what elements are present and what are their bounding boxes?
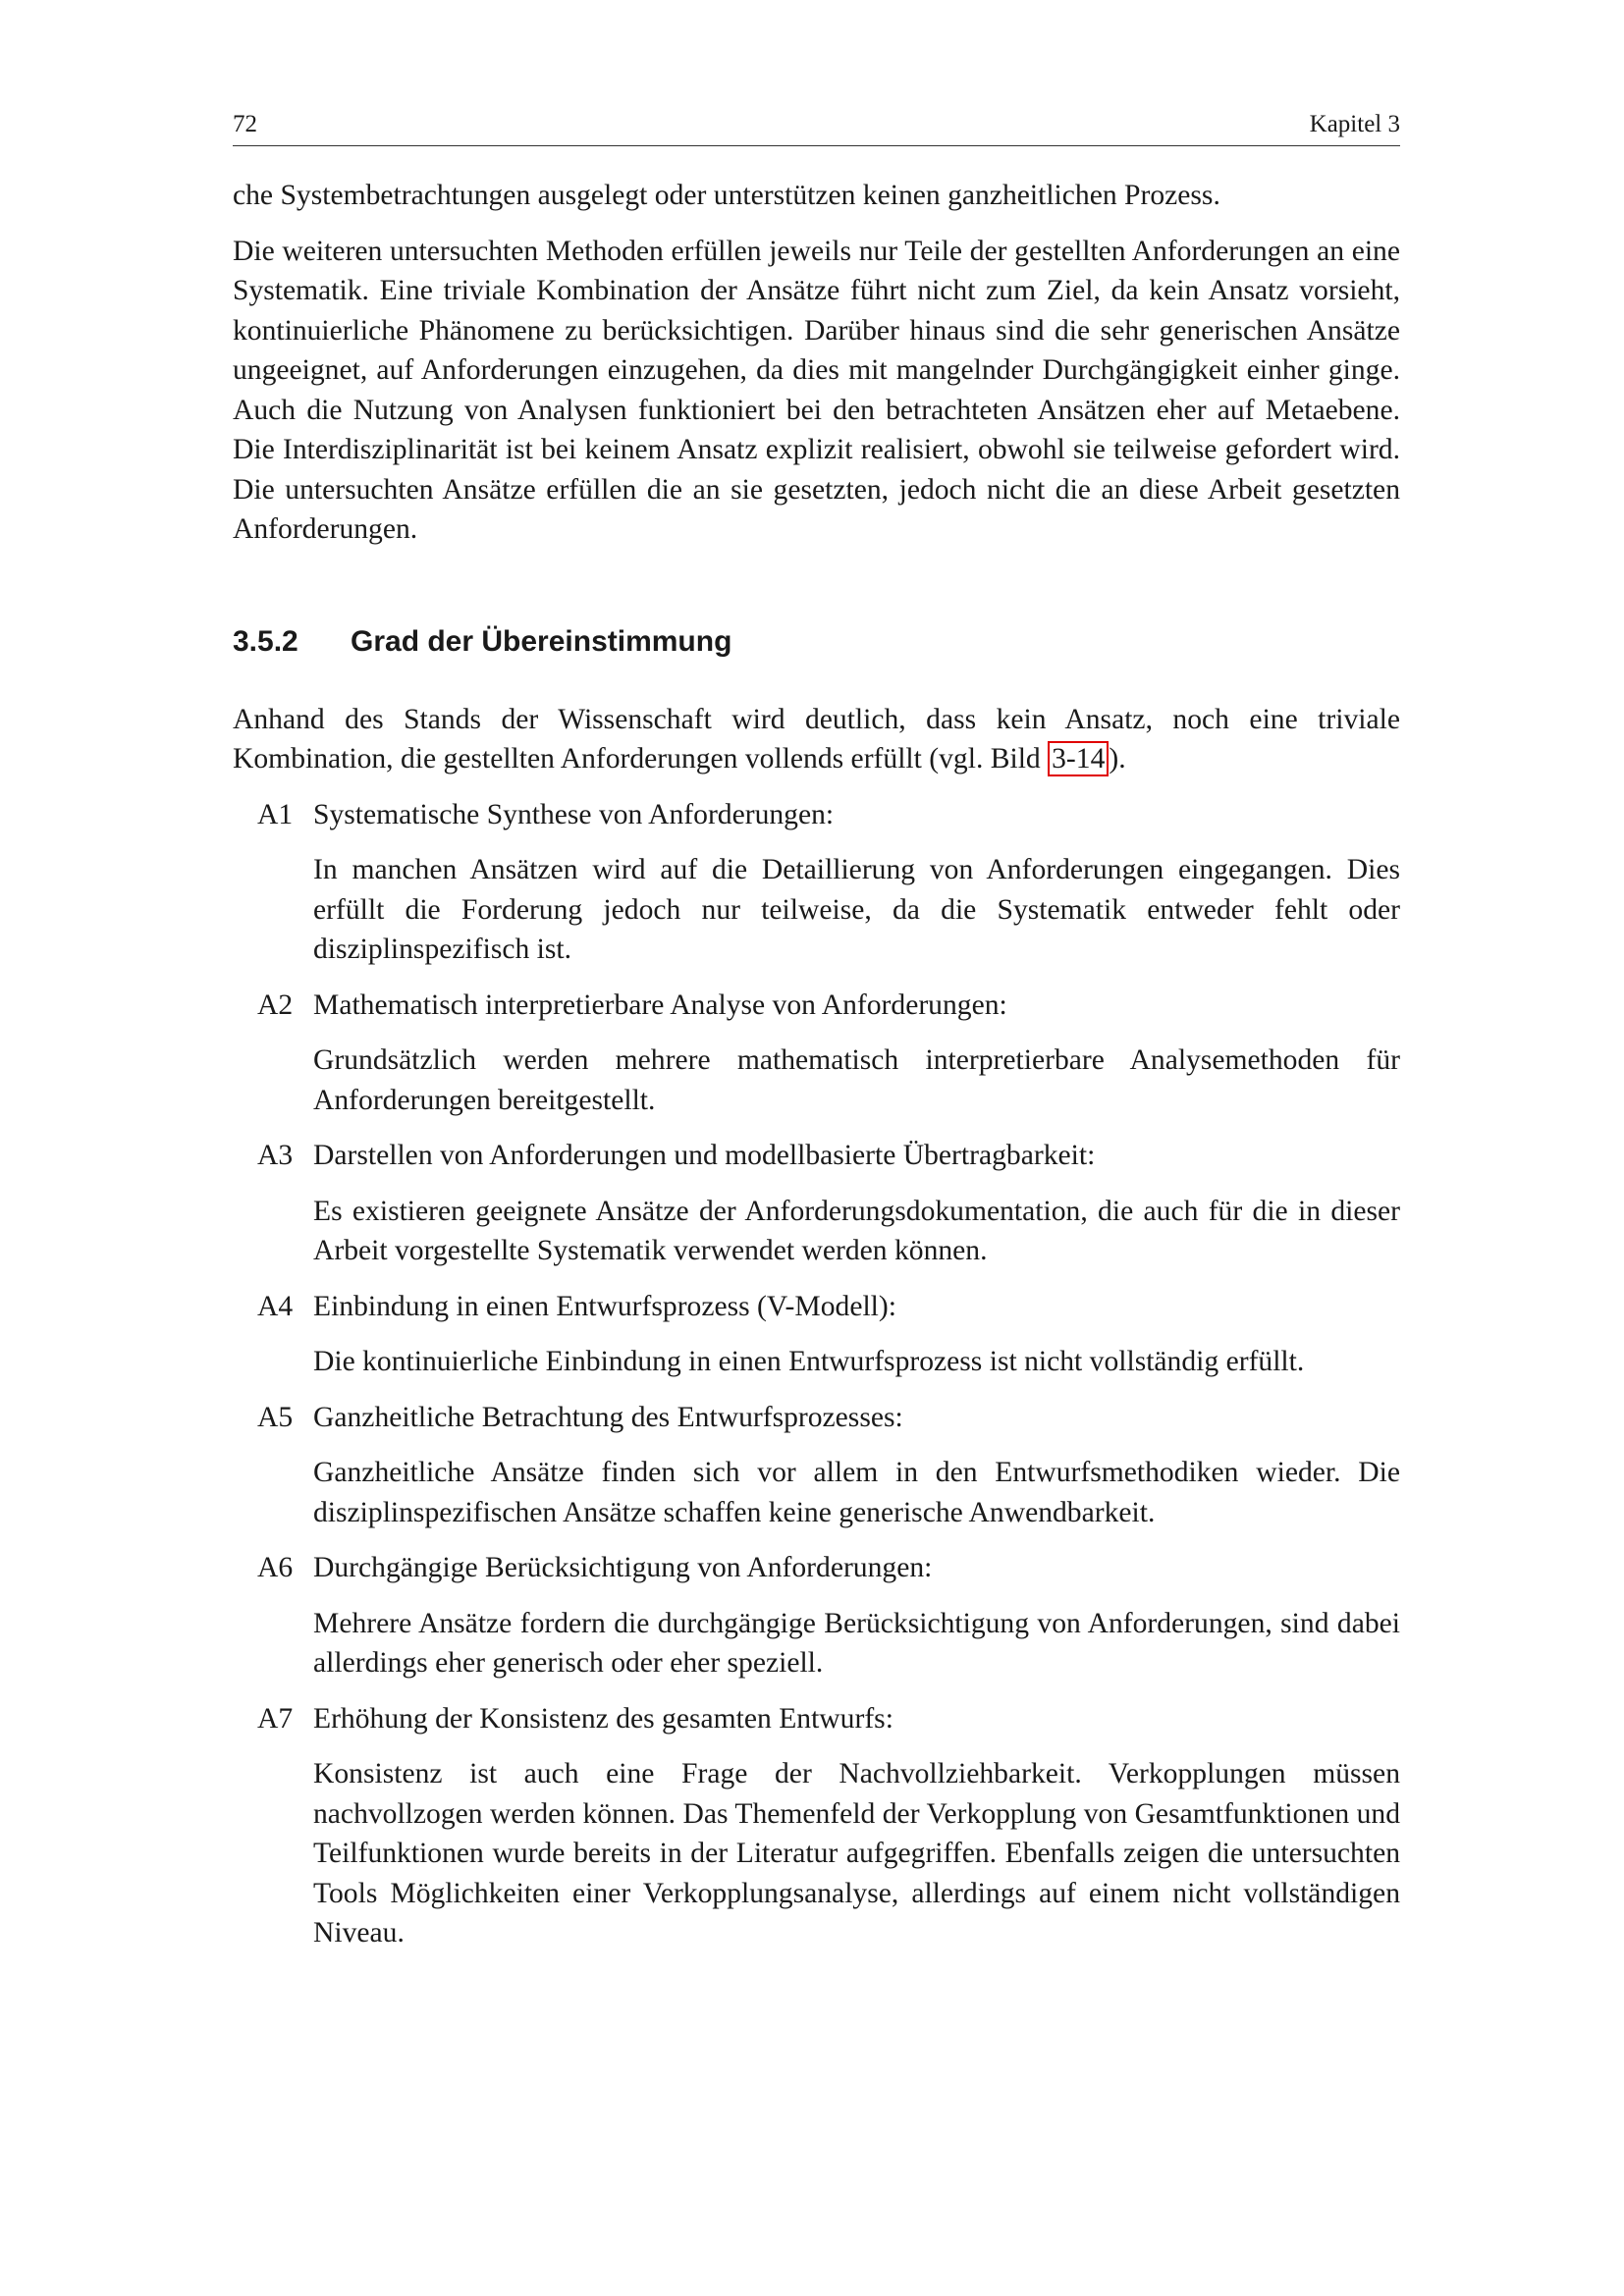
intro-paragraph [233,700,1400,779]
paragraph: Die weiteren untersuchten Methoden erfüllen jeweils nur Teile der gestellten Anforderungen an eine Systematik. Eine triviale Kombination der Ansätze führt nicht zum Ziel, da kein Ansatz vorsieht, kontinuierliche Phänomene zu berücksichtigen. Darüber hinaus sind die sehr generischen Ansätze ungeeignet, auf Anforderungen einzugehen, da dies mit mangelnder Durchgängigkeit einher ginge. Auch die Nutzung von Analysen funktioniert bei den betrachteten Ansätzen eher auf Metaebene. Die Interdisziplinarität ist bei keinem Ansatz explizit realisiert, obwohl sie teilweise gefordert wird. Die untersuchten Ansätze erfüllen die an sie gesetzten, jedoch nicht die an diese Arbeit gesetzten Anforderungen. [233,235,1400,545]
chapter-label: Kapitel 3 [1309,111,1400,137]
requirement-header [233,1699,1400,1739]
requirement-title: Durchgängige Berücksichtigung von Anforderungen: [313,1552,933,1583]
section-title: Grad der Übereinstimmung [351,624,732,658]
intro-text-end: ). [1109,743,1126,774]
requirement-title: Einbindung in einen Entwurfsprozess (V-Modell): [313,1290,896,1322]
requirement-id: A1 [257,798,294,830]
requirement-id: A7 [257,1702,294,1735]
paragraph: che Systembetrachtungen ausgelegt oder unterstützen keinen ganzheitlichen Prozess. [233,180,1220,211]
requirement-item [233,1398,1400,1533]
figure-reference-link[interactable]: 3-14 [1048,741,1109,776]
requirement-item [233,1287,1400,1382]
requirement-item [233,986,1400,1121]
requirement-header [233,1398,1400,1438]
requirement-id: A6 [257,1552,294,1583]
requirement-id: A4 [257,1290,294,1322]
requirement-description: Die kontinuierliche Einbindung in einen Entwurfsprozess ist nicht vollständig erfüllt. [313,1346,1305,1377]
requirement-description: Mehrere Ansätze fordern die durchgängige Berücksichtigung von Anforderungen, sind dabei allerdings eher generisch oder eher speziell. [313,1607,1400,1679]
requirement-header [233,1136,1400,1176]
requirement-item [233,1699,1400,1953]
requirement-header [233,1287,1400,1327]
page-number: 72 [233,111,257,137]
requirement-title: Systematische Synthese von Anforderungen: [313,798,835,830]
requirement-item [233,1548,1400,1683]
requirement-title: Darstellen von Anforderungen und modellbasierte Übertragbarkeit: [313,1140,1096,1171]
requirement-description: Konsistenz ist auch eine Frage der Nachvollziehbarkeit. Verkopplungen müssen nachvollzogen werden können. Das Themenfeld der Verkopplung von Gesamtfunktionen und Teilfunktionen wurde bereits in der Literatur aufgegriffen. Ebenfalls zeigen die untersuchten Tools Möglichkeiten einer Verkopplungsanalyse, allerdings auf einem nicht vollständigen Niveau. [313,1758,1400,1949]
page [233,110,1400,1969]
requirement-id: A3 [257,1140,294,1171]
requirement-description: Grundsätzlich werden mehrere mathematisch interpretierbare Analysemethoden für Anforderungen bereitgestellt. [313,1044,1400,1116]
body-text [233,176,1400,1953]
requirement-id: A2 [257,988,294,1021]
section-heading [233,622,1400,662]
requirement-header [233,795,1400,835]
requirement-id: A5 [257,1401,294,1433]
intro-text: Anhand des Stands der Wissenschaft wird deutlich, dass kein Ansatz, noch eine triviale Kombination, die gestellten Anforderungen vollends erfüllt (vgl. Bild [233,703,1400,774]
requirement-title: Mathematisch interpretierbare Analyse von Anforderungen: [313,988,1007,1021]
requirement-item [233,795,1400,970]
requirement-item [233,1136,1400,1271]
running-head [233,110,1400,146]
requirement-title: Erhöhung der Konsistenz des gesamten Entwurfs: [313,1702,893,1735]
requirement-header [233,986,1400,1026]
requirements-list [233,795,1400,1953]
requirement-header [233,1548,1400,1588]
requirement-description: Ganzheitliche Ansätze finden sich vor allem in den Entwurfsmethodiken wieder. Die disziplinspezifischen Ansätze schaffen keine generische Anwendbarkeit. [313,1457,1400,1528]
requirement-description: In manchen Ansätzen wird auf die Detaillierung von Anforderungen eingegangen. Dies erfüllt die Forderung jedoch nur teilweise, da die Systematik entweder fehlt oder disziplinspezifisch ist. [313,854,1400,965]
section-number: 3.5.2 [233,624,298,658]
requirement-description: Es existieren geeignete Ansätze der Anforderungsdokumentation, die auch für die in dieser Arbeit vorgestellte Systematik verwendet werden können. [313,1195,1400,1266]
requirement-title: Ganzheitliche Betrachtung des Entwurfsprozesses: [313,1401,903,1433]
